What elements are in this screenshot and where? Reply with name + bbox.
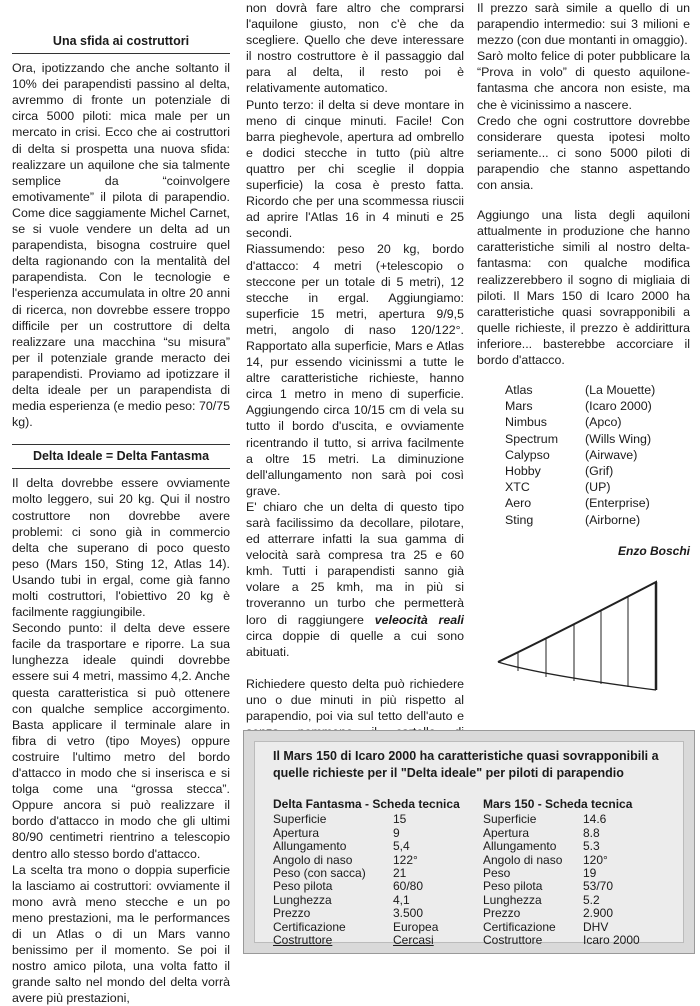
list-item: Spectrum (Wills Wing) (505, 431, 652, 446)
paragraph: Richiedere questo delta può richiedere uno o due minuti in più rispetto al parapendio, poi via sul tetto dell'auto e (246, 676, 464, 724)
spec-row: Peso pilota 60/80 (273, 879, 424, 894)
spec-header: Mars 150 - Scheda tecnica (483, 797, 633, 811)
spec-row: Costruttore Icaro 2000 (483, 933, 640, 948)
paragraph: Secondo punto: il delta deve essere facile da trasportare e riporre. La sua lunghezza ideale quindi dovrebbe essere sui 4 metri, massimo 4,2. Anche questa caratteristica si può ottenere con qualche semplice accorgimento. Basta applicare il terminale alare in fibra di vetro (tipo Moyes) oppure costruire l'ultimo metro del bordo d'attacco in modo che si inserisca e si tolga come una “grossa stecca”. Oppure ancora si può realizzare il bordo d'attacco in modo che gli ultimi 80/90 centimetri rientrino a telescopio dentro allo stesso bordo d'attacco. (12, 621, 230, 861)
spec-row: Apertura 9 (273, 825, 400, 840)
spec-row: Prezzo 2.900 (483, 906, 614, 921)
column-right (477, 0, 690, 559)
spec-row: Peso pilota 53/70 (483, 879, 614, 894)
paragraph: Ora, ipotizzando che anche soltanto il 10% dei parapendisti passino al delta, avremmo di fronte un potenziale di circa 5000 piloti: mica male per un mercato in crisi. Ecco che ai costruttori di delta si prospetta una nuova sfida: realizzare un aquilone che sia talmente semplice da “coinvolgere emotivamente” il pilota di parapendio. Come dice saggiamente Michel Carnet, se si vuole vendere un delta ad un parapendista, bisogna costruire quel delta ragionando con la mentalità del parapendista. Con le tecnologie e l'esperienza accumulata in oltre 20 anni di ricerca, non dovrebbe essere troppo difficile per un costruttore di delta realizzare una macchina “su misura” per il potenziale grande meracto dei parapendisti. Proviamo ad ipotizzare il delta ideale per un parapendista di media esperienza (e medio peso: 70/75 kg). (12, 61, 230, 430)
spec-row: Allungamento 5.3 (483, 839, 600, 854)
paragraph: Il delta dovrebbe essere ovviamente molto leggero, sui 20 kg. Qui il nostro costruttore non dovrebbe avere problemi: ci sono già in commercio delta che superano di poco questo peso (Mars 150, Sting 12, Atlas 14). Usando tubi in ergal, come già fanno molti costruttori, l'obiettivo 20 kg è facilmente raggiungibile. (12, 476, 230, 620)
spec-row: Certificazione Europea (273, 919, 439, 934)
spec-table-mars-150 (483, 798, 643, 947)
paragraph (246, 499, 464, 660)
spec-row: Angolo di naso 120° (483, 852, 608, 867)
paragraph: Punto terzo: il delta si deve montare in meno di cinque minuti. Facile! Con barra pieghevole, apertura ad ombrello e dodici stecche in tutto (più altre quattro per chi sceglie il doppia superficie) la cosa è presto fatta. Ricordo che per una scommessa riuscii ad aprire l'Atlas 16 in 4 minuti e 25 secondi. (246, 97, 464, 241)
spec-row: Peso 19 (483, 866, 597, 881)
spec-row: Allungamento 5,4 (273, 839, 410, 854)
paragraph: Aggiungo una lista degli aquiloni attualmente in produzione che hanno caratteristiche simili al nostro delta-fantasma: con qualche modifica realizzerebbero il sogno di migliaia di piloti. Il Mars 150 di Icaro 2000 ha caratteristiche quasi sovrapponibili a quelle richieste, il prezzo è addirittura inferiore... basterebbe accorciare il bordo d'attacco. (477, 208, 690, 367)
paragraph: non dovrà fare altro che comprarsi l'aquilone giusto, non c'è che da scegliere. Quello che deve interessare il nostro costruttore è il passaggio dal para al delta, il resto poi è relativamente automatico. (246, 1, 464, 96)
spec-row: Peso (con sacca) 21 (273, 866, 407, 881)
spec-panel-inner (254, 741, 684, 948)
spec-row: Certificazione DHV (483, 919, 609, 934)
panel-title: Il Mars 150 di Icaro 2000 ha caratteristiche quasi sovrapponibili a quelle richieste per il "Delta ideale" per piloti di parapendio (273, 749, 659, 780)
list-item: Sting (Airborne) (505, 512, 641, 527)
section-heading: Una sfida ai costruttori (12, 30, 230, 54)
section-heading: Delta Ideale = Delta Fantasma (12, 444, 230, 469)
list-item: XTC (UP) (505, 480, 611, 495)
spec-row: Apertura 8.8 (483, 825, 600, 840)
paragraph: Riassumendo: peso 20 kg, bordo d'attacco: 4 metri (+telescopio o steccone per un totale di 5 metri), 12 stecche in ergal. Aggiungiamo: superficie 15 metri, apertura 9/9,5 metri, angolo di naso 120/122°. Rapportato alla superficie, Mars e Atlas 14, pur essendo vicinissmi a tutte le altre caratteristiche richieste, hanno circa 1 metro in meno di superficie. Aggiungendo circa 10/15 cm di vela su tutto il bordo d'uscita, e ovviamente ricentrando il tutto, si arriva facilmente a oltre 15 metri. La diminuzione dell'allungamento non sarà poi così grave. (246, 242, 464, 498)
spec-table-delta-fantasma (273, 798, 460, 947)
list-item: Mars (Icaro 2000) (505, 399, 652, 414)
column-left (12, 0, 230, 1006)
list-item: Nimbus (Apco) (505, 415, 622, 430)
author-name: Enzo Boschi (617, 543, 690, 558)
spec-row: Lunghezza 4,1 (273, 892, 410, 907)
paragraph: La scelta tra mono o doppia superficie la lasciamo ai costruttori: ovviamente il mono avrà meno stecche e un po meno prestazioni, ma le performances di un Atlas o di un Mars vanno benissimo per il momento. Se poi il nostro amico pilota, una volta fatto il grande salto nel mondo del delta vorrà avere più prestazioni, (12, 862, 230, 1006)
list-item: Atlas (La Mouette) (505, 383, 656, 398)
list-item: Hobby (Grif) (505, 464, 614, 479)
spec-row: Angolo di naso 122° (273, 852, 418, 867)
spec-row: Superficie 14.6 (483, 812, 607, 827)
paragraph-text: E' chiaro che un delta di questo tipo sarà facilissimo da decollare, pilotare, ed atterrare infatti la sua gamma di velocità sarà compresa tra 25 e 60 kmh. Tutti i parapendisti sanno già volare a 25 kmh, ma in più si troveranno un turbo che permetterà loro di raggiungere (246, 499, 464, 627)
spec-row: Superficie 15 (273, 812, 407, 827)
paragraph: Credo che ogni costruttore dovrebbe considerare questa ipotesi molto seriamente... ci sono 5000 piloti di parapendio che stanno aspettando con ansia. (477, 113, 690, 193)
spec-row: Lunghezza 5.2 (483, 892, 600, 907)
spec-panel (243, 730, 695, 954)
paragraph: Sarò molto felice di poter pubblicare la “Prova in volo” di questo aquilone-fantasma che ancora non esiste, ma che è vicinissimo a nascere. (477, 49, 690, 112)
column-middle (246, 0, 464, 756)
glider-list (505, 382, 690, 528)
spec-row: Costruttore Cercasi (273, 933, 434, 948)
spec-row: Prezzo 3.500 (273, 906, 424, 921)
list-item: Aero (Enterprise) (505, 496, 650, 511)
paragraph: Il prezzo sarà simile a quello di un parapendio intermedio: sui 3 milioni e mezzo (con due montanti in omaggio). (477, 1, 690, 48)
spec-header: Delta Fantasma - Scheda tecnica (273, 797, 460, 811)
emphasis-text: veleocità reali (374, 612, 464, 627)
paragraph-text: circa doppie di quelle a cui sono abituati. (246, 628, 464, 659)
wing-illustration (480, 580, 680, 700)
list-item: Calypso (Airwave) (505, 447, 638, 462)
